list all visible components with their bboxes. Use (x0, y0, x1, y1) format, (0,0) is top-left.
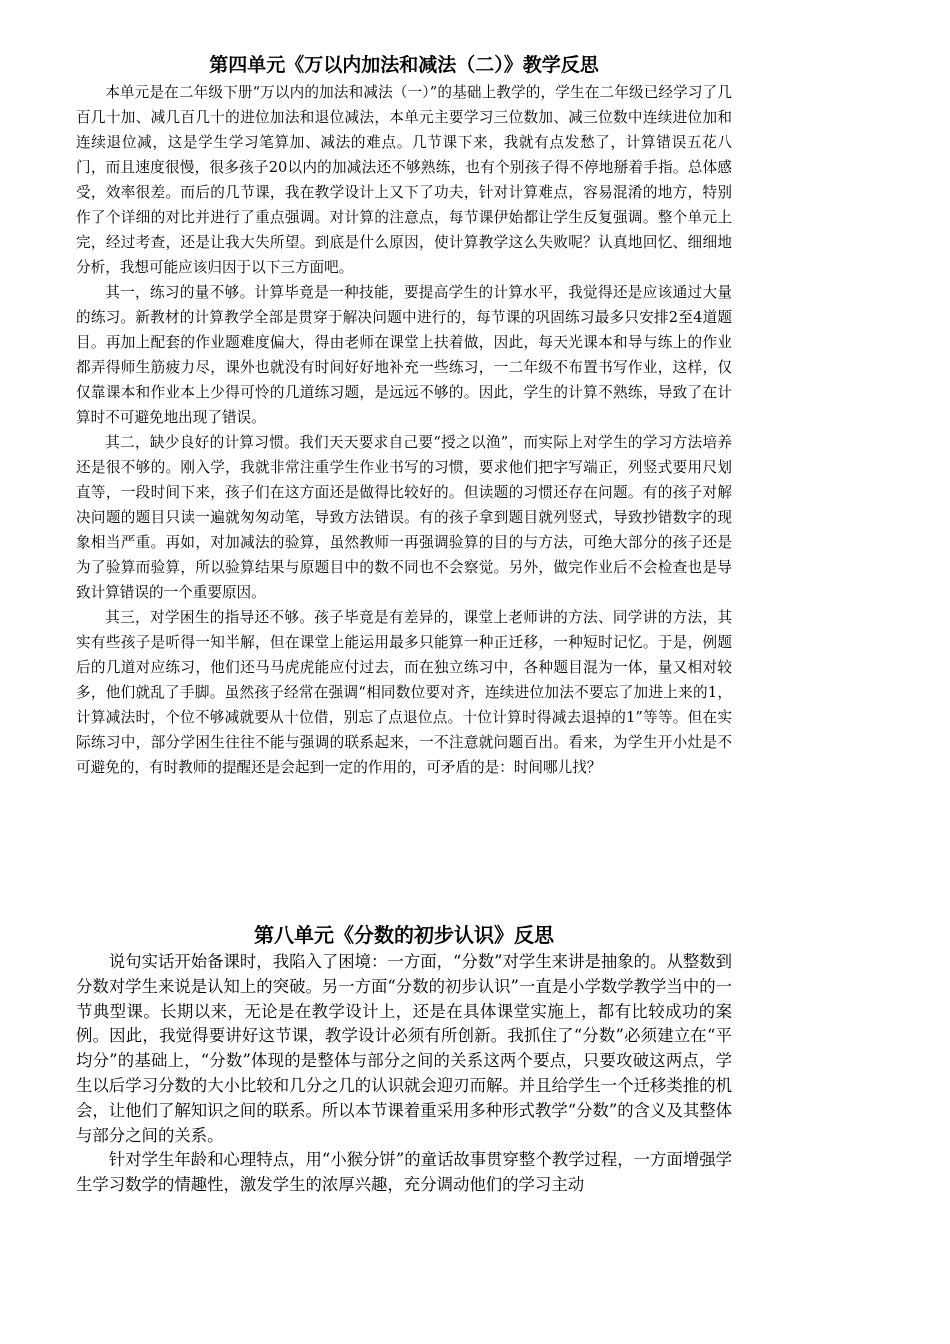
paragraph: 其二，缺少良好的计算习惯。我们天天要求自己要“授之以渔”，而实际上对学生的学习方法培养还是很不够的。刚入学，我就非常注重学生作业书写的习惯，要求他们把字写端正，列竖式要用尺划直等，一段时间下来，孩子们在这方面还是做得比较好的。但读题的习惯还存在问题。有的孩子对解决问题的题目只读一遍就匆匆动笔，导致方法错误。有的孩子拿到题目就列竖式，导致抄错数字的现象相当严重。再如，对加减法的验算，虽然教师一再强调验算的目的与方法，可绝大部分的孩子还是为了验算而验算，所以验算结果与原题目中的数不同也不会察觉。另外，做完作业后不会检查也是导致计算错误的一个重要原因。 (76, 434, 732, 601)
section-unit-4 (76, 50, 732, 780)
paragraph: 其一，练习的量不够。计算毕竟是一种技能，要提高学生的计算水平，我觉得还是应该通过大量的练习。新教材的计算教学全部是贯穿于解决问题中进行的，每节课的巩固练习最多只安排2至4道题目。再加上配套的作业题难度偏大，得由老师在课堂上扶着做，因此，每天光课本和导与练上的作业都弄得师生筋疲力尽，课外也就没有时间好好地补充一些练习，一二年级不布置书写作业，这样，仅仅靠课本和作业本上少得可怜的几道练习题，是远远不够的。因此，学生的计算不熟练，导致了在计算时不可避免地出现了错误。 (76, 284, 732, 426)
paragraph: 其三，对学困生的指导还不够。孩子毕竟是有差异的，课堂上老师讲的方法、同学讲的方法，其实有些孩子是听得一知半解，但在课堂上能运用最多只能算一种正迁移，一种短时记忆。于是，例题后的几道对应练习，他们还马马虎虎能应付过去，而在独立练习中，各种题目混为一体，量又相对较多，他们就乱了手脚。虽然孩子经常在强调“相同数位要对齐，连续进位加法不要忘了加进上来的1，计算减法时，个位不够减就要从十位借，别忘了点退位点。十位计算时得减去退掉的1”等等。但在实际练习中，部分学困生往往不能与强调的联系起来，一不注意就问题百出。看来，为学生开小灶是不可避免的，有时教师的提醒还是会起到一定的作用的，可矛盾的是：时间哪儿找？ (76, 609, 732, 776)
section-unit-8 (76, 920, 732, 1198)
paragraph: 本单元是在二年级下册“万以内的加法和减法（一）”的基础上教学的，学生在二年级已经学习了几百几十加、减几百几十的进位加法和退位减法，本单元主要学习三位数加、减三位数中连续进位加和连续退位减，这是学生学习笔算加、减法的难点。几节课下来，我就有点发愁了，计算错误五花八门，而且速度很慢，很多孩子20以内的加减法还不够熟练，也有个别孩子得不停地掰着手指。总体感受，效率很差。而后的几节课，我在教学设计上又下了功夫，针对计算难点，容易混淆的地方，特别作了个详细的对比并进行了重点强调。对计算的注意点，每节课伊始都让学生反复强调。整个单元上完，经过考查，还是让我大失所望。到底是什么原因，使计算教学这么失败呢？认真地回忆、细细地分析，我想可能应该归因于以下三方面吧。 (76, 84, 732, 276)
paragraph: 说句实话开始备课时，我陷入了困境：一方面，“分数”对学生来讲是抽象的。从整数到分数对学生来说是认知上的突破。另一方面“分数的初步认识”一直是小学数学教学当中的一节典型课。长期以来，无论是在教学设计上，还是在具体课堂实施上，都有比较成功的案例。因此，我觉得要讲好这节课，教学设计必须有所创新。我抓住了“分数”必须建立在“平均分”的基础上，“分数”体现的是整体与部分之间的关系这两个要点，只要攻破这两点，学生以后学习分数的大小比较和几分之几的认识就会迎刃而解。并且给学生一个迁移类推的机会，让他们了解知识之间的联系。所以本节课着重采用多种形式教学“分数”的含义及其整体与部分之间的关系。 (76, 952, 733, 1145)
section-title: 第四单元《万以内加法和减法（二）》教学反思 (209, 54, 599, 76)
paragraph: 针对学生年龄和心理特点，用“小猴分饼”的童话故事贯穿整个教学过程，一方面增强学生学习数学的情趣性，激发学生的浓厚兴趣，充分调动他们的学习主动 (76, 1150, 733, 1195)
section-title: 第八单元《分数的初步认识》反思 (254, 923, 554, 947)
